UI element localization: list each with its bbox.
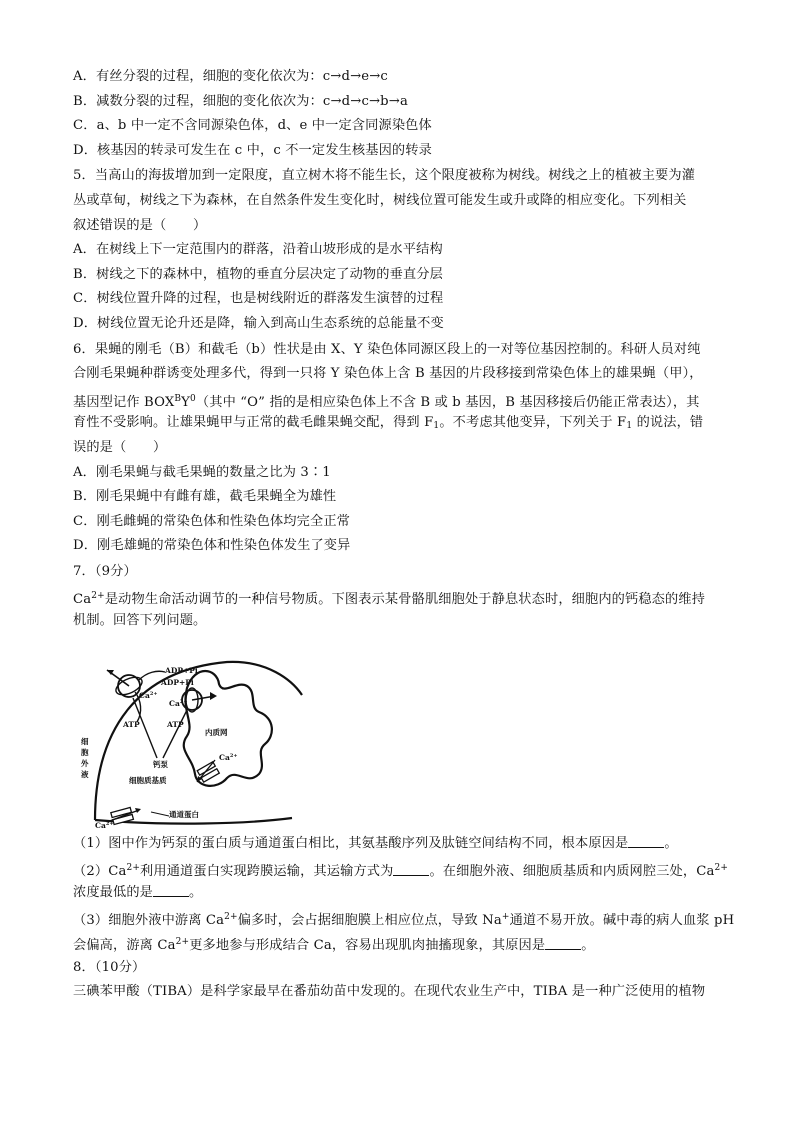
sub-question-2-cont: 浓度最低的是 。 [73,884,203,900]
atp-label-2: ATP [167,719,184,729]
question-header: 7．（9分） [73,563,137,579]
question-4-options [73,65,723,163]
option-d: D．刚毛雄蝇的常染色体和性染色体发生了变异 [73,538,351,554]
adp-label-1: ADP+Pi [165,665,198,675]
sub-question-2: $(2)Ca^{2+}$利用通道蛋白实现跨膜运输，其运输方式为 。在细胞外液、细胞质基质和内质网腔三处，$Ca^{2+}$ [73,863,729,880]
extracellular-fluid-label: 细胞外液 [81,736,89,779]
question-stem: 6．果蝇的刚毛（B）和截毛（b）性状是由 X、Y 染色体同源区段上的一对等位基因控制的。科研人员对纯 [73,341,701,357]
option-c: C．树线位置升降的过程，也是树线附近的群落发生演替的过程 [73,291,444,307]
sub-question-1: （1）图中作为钙泵的蛋白质与通道蛋白相比，其氨基酸序列及肽链空间结构不同，根本原因是 。 [73,835,678,851]
question-stem: 误的是（ ） [73,439,167,455]
question-stem: $Ca^{2+}$是动物生命活动调节的一种信号物质。下图表示某骨骼肌细胞处于静息状态时，细胞内的钙稳态的维持 [73,591,706,608]
question-stem: 合刚毛果蝇种群诱变处理多代，得到一只将 Y 染色体上含 B 基因的片段移接到常染色体上的雄果蝇（甲）， [73,366,703,382]
question-7 [73,560,735,955]
ca-label: $Ca^{2+}$ [169,698,188,708]
cytoplasm-matrix-label: 细胞质基质 [129,775,167,785]
option-b: B．树线之下的森林中，植物的垂直分层决定了动物的垂直分层 [73,266,443,282]
ca-label: $Ca^{2+}$ [139,690,158,700]
adp-label-2: ADP+Pi [161,677,194,687]
question-stem: 三碘苯甲酸（TIBA）是科学家最早在番茄幼苗中发现的。在现代农业生产中，TIBA 是一种广泛使用的植物 [73,984,706,1000]
question-stem: 机制。回答下列问题。 [73,613,207,629]
calcium-homeostasis-figure [77,640,317,830]
question-8 [73,956,723,1005]
sub-question-3-cont: 会偏高，游离 $Ca^{2+}$更多地参与形成结合 Ca，容易出现肌肉抽搐现象，其原因是 。 [73,937,595,954]
ca-label: $Ca^{2+}$ [219,752,238,762]
option-d: D．核基因的转录可发生在 c 中，c 不一定发生核基因的转录 [73,142,432,158]
option-c: C．a、b 中一定不含同源染色体，d、e 中一定含同源染色体 [73,118,432,134]
answer-blank [153,884,189,897]
question-stem: 5．当高山的海拔增加到一定限度，直立树木将不能生长，这个限度被称为树线。树线之上的植被主要为灌 [73,168,696,184]
option-a: A．在树线上下一定范围内的群落，沿着山坡形成的是水平结构 [73,242,443,258]
option-a: A．有丝分裂的过程，细胞的变化依次为：c→d→e→c [73,69,388,84]
answer-blank [393,863,429,876]
ca-label: $Ca^{2+}$ [95,820,114,830]
calcium-pump-label: 钙泵 [153,759,168,769]
option-c: C．刚毛雌蝇的常染色体和性染色体均完全正常 [73,513,350,529]
question-stem: 叙述错误的是（ ） [73,217,207,233]
sub-question-3: （3）细胞外液中游离 $Ca^{2+}$偏多时，会占据细胞膜上相应位点，导致 Na+通道不易开放。碱中毒的病人血浆 pH [73,912,735,929]
question-stem: 基因型记作 $BOX^BY^0$（其中 “O” 指的是相应染色体上不含 B 或 b 基因，B 基因移接后仍能正常表达），其 [73,393,700,410]
question-stem: 丛或草甸，树线之下为森林，在自然条件发生变化时，树线位置可能发生或升或降的相应变化。下列相关 [73,192,687,208]
question-header: 8．（10分） [73,959,146,975]
channel-protein-label: 通道蛋白 [169,809,199,819]
answer-blank [545,937,581,950]
er-label: 内质网 [205,727,228,737]
option-b: B．减数分裂的过程，细胞的变化依次为：c→d→c→b→a [73,93,408,109]
answer-blank [628,835,664,848]
atp-label-1: ATP [123,719,140,729]
question-6 [73,338,723,559]
document-page [73,64,735,1005]
cell-membrane [95,662,302,820]
question-stem: 育性不受影响。让雄果蝇甲与正常的截毛雌果蝇交配，得到 $F_1$。不考虑其他变异，下列关于 $F_1$ 的说法，错 [73,415,704,432]
er-channel [197,760,219,782]
option-a: A．刚毛果蝇与截毛果蝇的数量之比为 3∶1 [73,464,331,480]
question-5 [73,164,723,336]
option-d: D．树线位置无论升还是降，输入到高山生态系统的总能量不变 [73,315,444,331]
option-b: B．刚毛果蝇中有雌有雄，截毛果蝇全为雄性 [73,489,337,505]
